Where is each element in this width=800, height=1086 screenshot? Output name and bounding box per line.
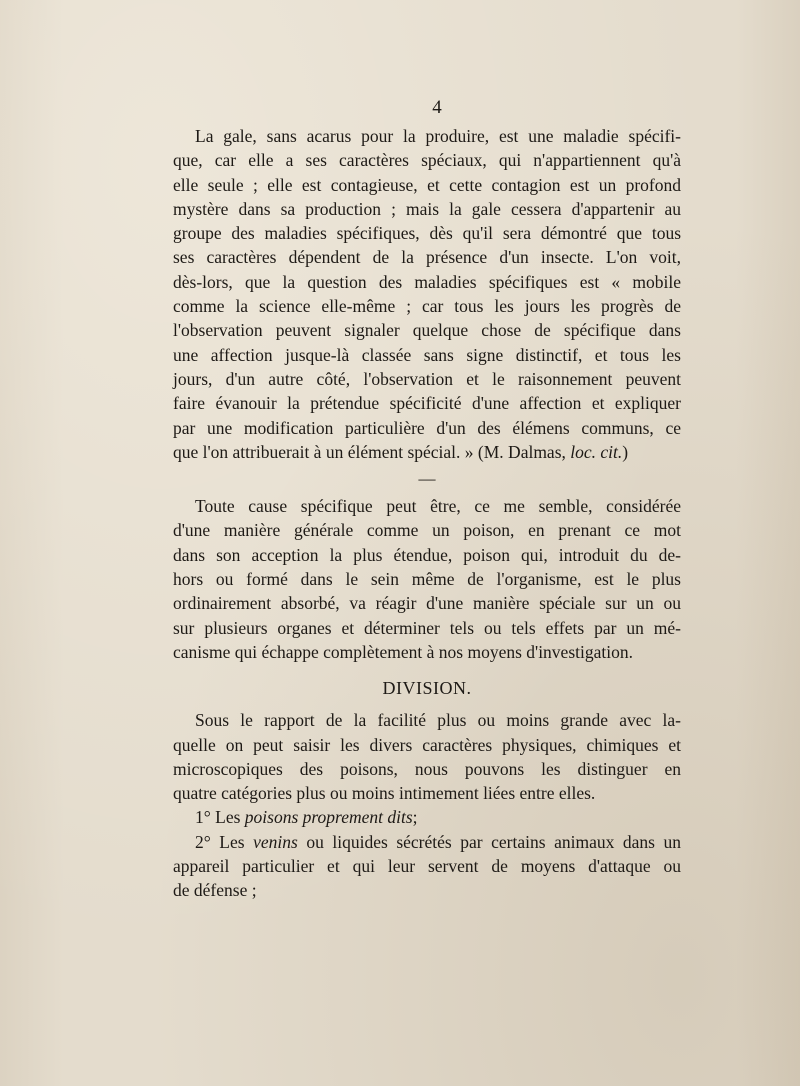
text-line-last: de défense ;	[173, 880, 257, 901]
list-item-italic: poisons proprement dits	[244, 807, 413, 828]
list-item-2	[173, 830, 681, 854]
separator-dash: —	[418, 469, 436, 489]
text-line: d'une manière générale comme un poison, en prenant ce mot	[173, 520, 681, 541]
text-line: La gale, sans acarus pour la produire, est une maladie spécifi-	[195, 126, 681, 146]
text-line: microscopiques des poisons, nous pouvons les distinguer en	[173, 758, 681, 779]
text-line: mystère dans sa production ; mais la gale cessera d'appartenir au	[173, 198, 681, 219]
list-item-number: 1° Les	[195, 807, 245, 828]
text-line: dès-lors, que la question des maladies spécifiques est « mobile	[173, 271, 681, 292]
text-line: quelle on peut saisir les divers caractères physiques, chimiques et	[173, 734, 681, 755]
text-line: appareil particulier et qui leur servent de moyens d'attaque ou	[173, 856, 681, 877]
list-item-text: ou liquides sécrétés par certains animaux dans un	[297, 831, 682, 852]
paragraph-1	[173, 124, 681, 464]
text-line-last: quatre catégories plus ou moins intimement liées entre elles.	[173, 783, 596, 804]
citation-close: )	[622, 441, 629, 462]
text-line: elle seule ; elle est contagieuse, et cette contagion est un profond	[173, 174, 681, 195]
text-line: que, car elle a ses caractères spéciaux, qui n'appartiennent qu'à	[173, 150, 681, 171]
list-item-number: 2° Les	[195, 831, 254, 852]
text-line: dans son acception la plus étendue, poison qui, introduit du de-	[173, 544, 681, 565]
citation-italic: loc. cit.	[570, 441, 623, 462]
text-line: comme la science elle-même ; car tous les jours les progrès de	[173, 296, 681, 317]
paragraph-3	[173, 708, 681, 902]
page-body	[173, 96, 681, 903]
paragraph-2	[173, 494, 681, 664]
text-line: Sous le rapport de la facilité plus ou moins grande avec la-	[195, 710, 681, 731]
list-item-1	[173, 805, 681, 829]
section-heading: DIVISION.	[382, 678, 472, 699]
text-line: jours, d'un autre côté, l'observation et le raisonnement peuvent	[173, 368, 681, 389]
text-line: ses caractères dépendent de la présence d'un insecte. L'on voit,	[173, 247, 681, 268]
list-item-italic: venins	[253, 831, 298, 852]
text-line: ordinairement absorbé, va réagir d'une manière spéciale sur un ou	[173, 593, 681, 614]
text-line: groupe des maladies spécifiques, dès qu'il sera démontré que tous	[173, 223, 681, 244]
page-number: 4	[432, 97, 442, 118]
text-line: sur plusieurs organes et déterminer tels ou tels effets par un mé-	[173, 617, 681, 638]
text-line: par une modification particulière d'un des élémens communs, ce	[173, 417, 681, 438]
text-line: hors ou formé dans le sein même de l'organisme, est le plus	[173, 569, 681, 590]
text-line: une affection jusque-là classée sans signe distinctif, et tous les	[173, 344, 681, 365]
text-line: Toute cause spécifique peut être, ce me semble, considérée	[195, 496, 681, 517]
list-item-end: ;	[412, 807, 418, 828]
text-line-last: canisme qui échappe complètement à nos moyens d'investigation.	[173, 641, 633, 662]
text-line: l'observation peuvent signaler quelque chose de spécifique dans	[173, 320, 681, 341]
text-line-last	[173, 440, 681, 464]
text-line: faire évanouir la prétendue spécificité d'une affection et expliquer	[173, 393, 681, 414]
quote-end-text: que l'on attribuerait à un élément spécial. » (M. Dalmas,	[173, 441, 571, 462]
